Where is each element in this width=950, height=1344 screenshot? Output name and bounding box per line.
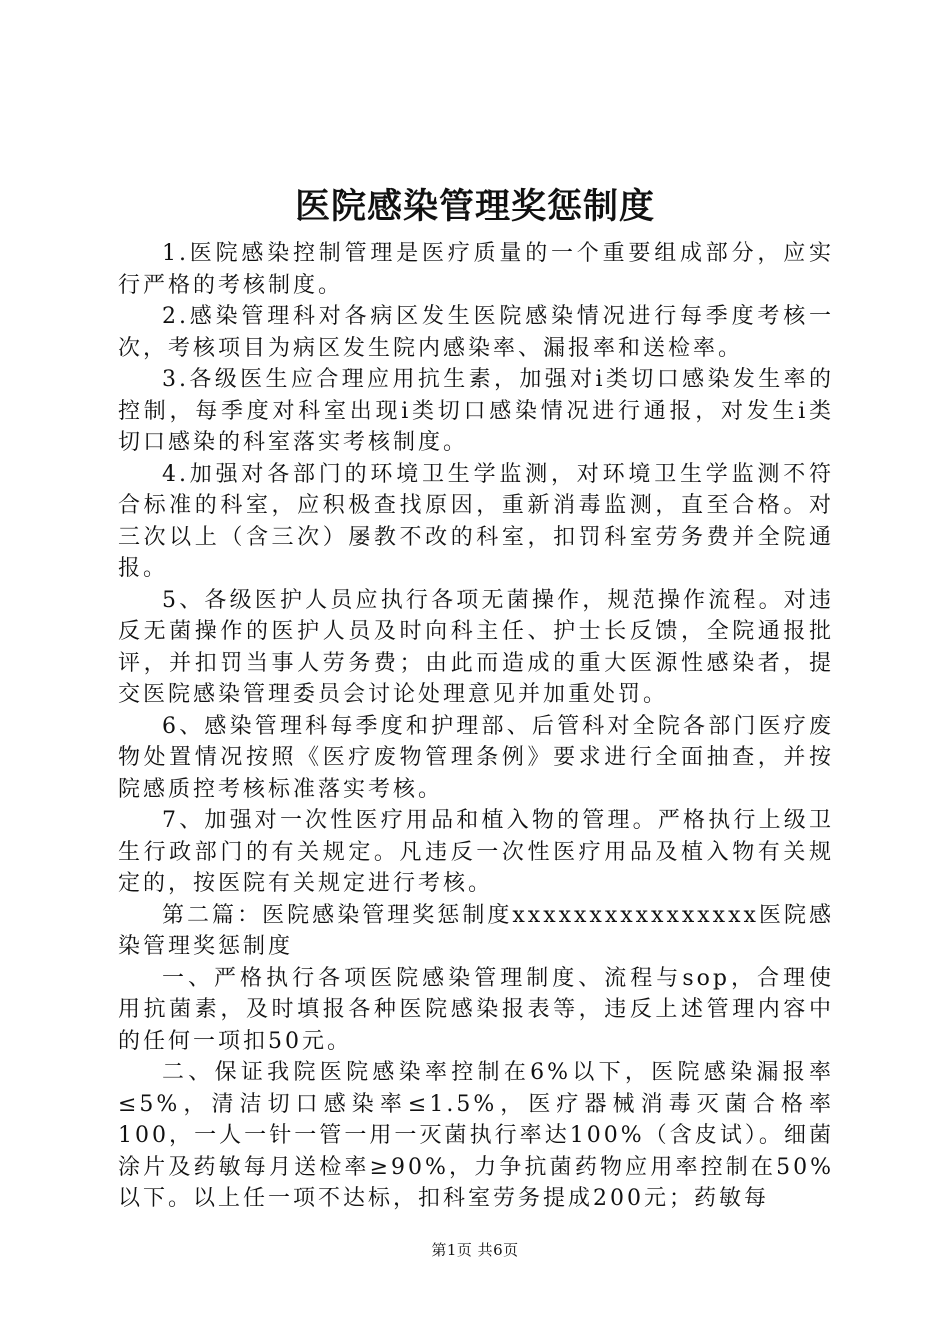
paragraph-7: 7、加强对一次性医疗用品和植入物的管理。严格执行上级卫生行政部门的有关规定。凡违反一次性医疗用品及植入物有关规定的，按医院有关规定进行考核。 — [118, 808, 834, 896]
paragraph-1: 1.医院感染控制管理是医疗质量的一个重要组成部分，应实行严格的考核制度。 — [118, 241, 834, 298]
paragraph-item-two: 二、保证我院医院感染率控制在6%以下，医院感染漏报率≤5%，清洁切口感染率≤1.5%，医疗器械消毒灭菌合格率100，一人一针一管一用一灭菌执行率达100%（含皮试）。细菌涂片及药敏每月送检率≥90%，力争抗菌药物应用率控制在50%以下。以上任一项不达标，扣科室劳务提成200元；药敏每 — [118, 1060, 834, 1211]
document-title: 医院感染管理奖惩制度 — [294, 186, 655, 227]
paragraph-3: 3.各级医生应合理应用抗生素，加强对ⅰ类切口感染发生率的控制，每季度对科室出现ⅰ类切口感染情况进行通报，对发生ⅰ类切口感染的科室落实考核制度。 — [118, 367, 834, 455]
section-two-heading: 第二篇：医院感染管理奖惩制度xxxxxxxxxxxxxxxx医院感染管理奖惩制度 — [118, 902, 834, 959]
paragraph-2: 2.感染管理科对各病区发生医院感染情况进行每季度考核一次，考核项目为病区发生院内感染率、漏报率和送检率。 — [118, 304, 834, 361]
document-body — [118, 238, 834, 1215]
paragraph-6: 6、感染管理科每季度和护理部、后管科对全院各部门医疗废物处置情况按照《医疗废物管理条例》要求进行全面抽查，并按院感质控考核标准落实考核。 — [118, 713, 834, 802]
paragraph-4: 4.加强对各部门的环境卫生学监测，对环境卫生学监测不符合标准的科室，应积极查找原因，重新消毒监测，直至合格。对三次以上（含三次）屡教不改的科室，扣罚科室劳务费并全院通报。 — [118, 461, 834, 581]
paragraph-5: 5、各级医护人员应执行各项无菌操作，规范操作流程。对违反无菌操作的医护人员及时向科主任、护士长反馈，全院通报批评，并扣罚当事人劳务费；由此而造成的重大医源性感染者，提交医院感染管理委员会讨论处理意见并加重处罚。 — [118, 587, 834, 707]
paragraph-item-one: 一、严格执行各项医院感染管理制度、流程与sop，合理使用抗菌素，及时填报各种医院感染报表等，违反上述管理内容中的任何一项扣50元。 — [118, 965, 834, 1054]
page-footer: 第1页 共6页 — [431, 1241, 519, 1259]
